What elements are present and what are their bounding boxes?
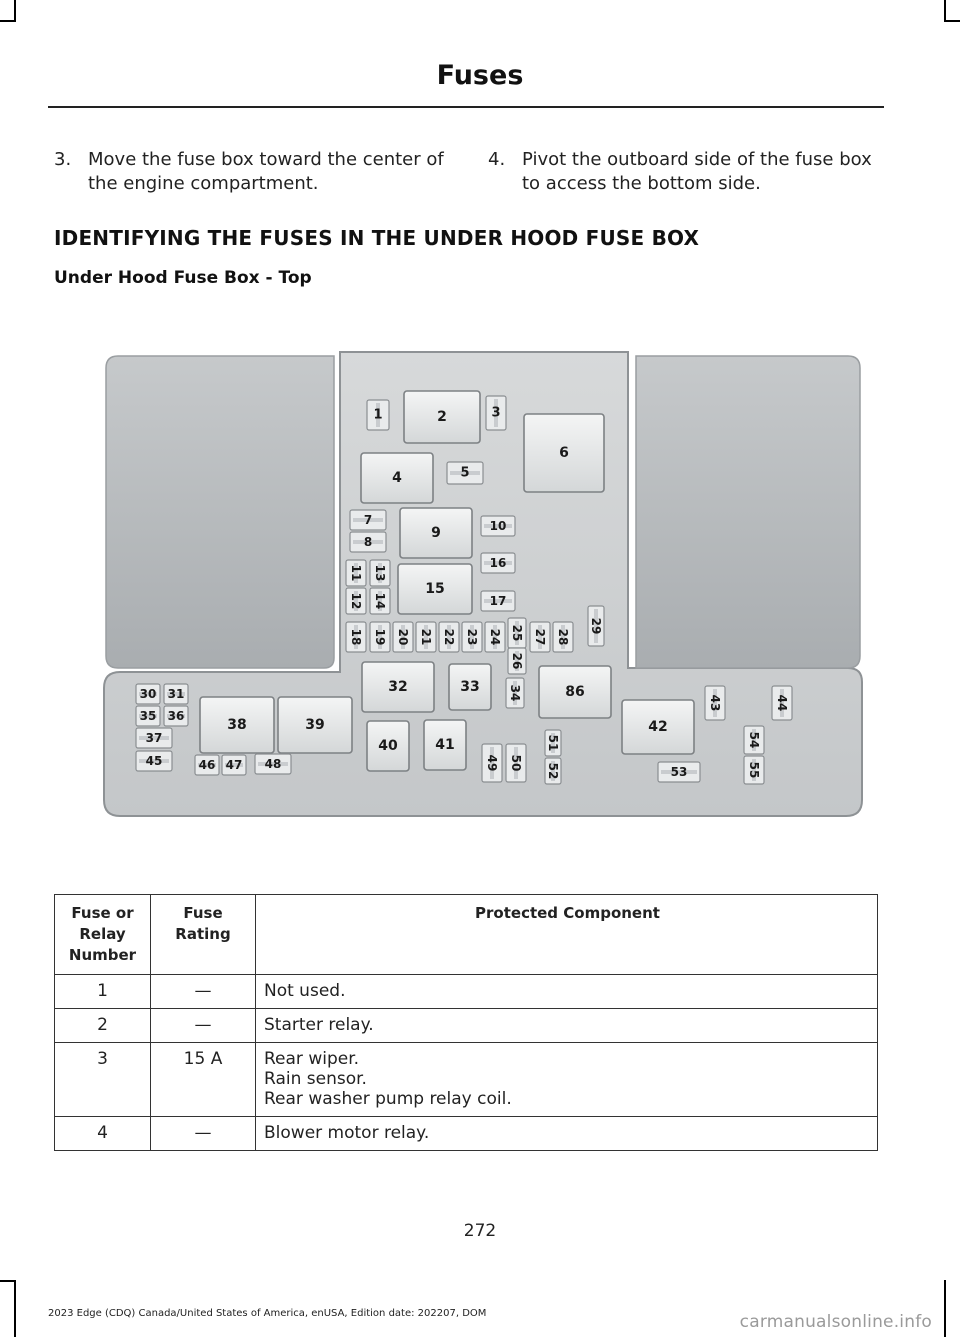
page-title: Fuses [436, 60, 524, 91]
fuse-label: 31 [167, 687, 185, 701]
fuse-44 [772, 686, 792, 720]
crop-mark [944, 0, 946, 22]
fuse-label: 28 [556, 628, 570, 646]
fuse-label: 8 [363, 535, 373, 549]
relay-42 [622, 700, 694, 754]
fuse-label: 24 [488, 628, 502, 646]
table-row [55, 1043, 878, 1117]
fuse-50 [506, 744, 526, 782]
relay-4 [361, 453, 433, 503]
step-3 [54, 148, 444, 196]
fuse-31 [164, 684, 188, 704]
fuse-25 [508, 618, 526, 648]
relay-9 [400, 508, 472, 558]
crop-mark [14, 0, 16, 22]
fuse-label: 35 [139, 709, 157, 723]
fuse-label: 10 [489, 519, 507, 533]
fuse-47 [222, 755, 246, 775]
fuse-label: 49 [485, 754, 499, 772]
fuse-10 [481, 516, 515, 536]
fuse-label: 32 [388, 679, 408, 695]
page-number: 272 [463, 1221, 497, 1241]
fuse-label: 4 [392, 470, 402, 486]
fuse-box-diagram [100, 350, 864, 818]
relay-32 [362, 662, 434, 712]
fuse-3 [486, 396, 506, 430]
step-4 [488, 148, 882, 196]
header-protected-component: Protected Component [256, 895, 878, 975]
fuse-label: 29 [589, 617, 603, 635]
table-row [55, 1117, 878, 1151]
fuse-27 [530, 622, 550, 652]
right-wing [636, 356, 860, 668]
fuse-11 [346, 560, 366, 586]
fuse-label: 52 [546, 762, 560, 780]
fuse-35 [136, 706, 160, 726]
fuse-label: 33 [460, 679, 480, 695]
fuse-label: 40 [378, 738, 398, 754]
cell-fuse-rating: 15 A [151, 1043, 256, 1117]
fuse-49 [482, 744, 502, 782]
fuse-21 [416, 622, 436, 652]
fuse-label: 18 [349, 628, 363, 646]
fuse-label: 1 [373, 407, 383, 423]
fuse-45 [136, 751, 172, 771]
fuse-20 [393, 622, 413, 652]
fuse-label: 22 [442, 628, 456, 646]
fuse-7 [350, 510, 386, 530]
relay-41 [424, 720, 466, 770]
fuse-28 [553, 622, 573, 652]
section-heading: IDENTIFYING THE FUSES IN THE UNDER HOOD FUSE BOX [54, 226, 700, 250]
fuse-label: 11 [349, 564, 363, 582]
crop-mark [0, 1280, 16, 1282]
fuse-24 [485, 622, 505, 652]
step-number: 3. [54, 149, 72, 170]
header-rule [48, 106, 884, 108]
fuse-label: 17 [489, 594, 507, 608]
fuse-48 [255, 754, 291, 774]
cell-fuse-number: 2 [55, 1009, 151, 1043]
fuse-37 [136, 728, 172, 748]
cell-protected-component: Rear wiper. Rain sensor. Rear washer pump relay coil. [256, 1043, 878, 1117]
header-fuse-number: Fuse or Relay Number [55, 895, 151, 975]
fuse-label: 43 [708, 694, 722, 712]
fuse-18 [346, 622, 366, 652]
cell-fuse-rating: — [151, 975, 256, 1009]
relay-33 [449, 664, 491, 710]
cell-protected-component: Not used. [256, 975, 878, 1009]
fuse-label: 25 [510, 624, 524, 642]
fuse-label: 53 [670, 765, 688, 779]
fuse-label: 30 [139, 687, 157, 701]
relay-40 [367, 721, 409, 771]
table-row [55, 975, 878, 1009]
fuse-53 [658, 762, 700, 782]
fuse-12 [346, 588, 366, 614]
fuse-16 [481, 553, 515, 573]
fuse-29 [588, 606, 604, 646]
fuse-label: 26 [510, 652, 524, 670]
fuse-table [54, 894, 878, 1151]
fuse-17 [481, 591, 515, 611]
left-wing [106, 356, 334, 668]
relay-15 [398, 564, 472, 614]
fuse-label: 14 [373, 592, 387, 610]
footer-edition: 2023 Edge (CDQ) Canada/United States of America, enUSA, Edition date: 202207, DOM [48, 1308, 487, 1319]
cell-protected-component: Blower motor relay. [256, 1117, 878, 1151]
fuse-label: 39 [305, 717, 325, 733]
fuse-label: 12 [349, 592, 363, 610]
fuse-52 [545, 758, 561, 784]
crop-mark [944, 1280, 946, 1337]
fuse-label: 41 [435, 737, 455, 753]
fuse-label: 23 [465, 628, 479, 646]
cell-fuse-number: 1 [55, 975, 151, 1009]
fuse-label: 42 [648, 719, 668, 735]
fuse-label: 86 [565, 684, 585, 700]
fuse-30 [136, 684, 160, 704]
fuse-label: 54 [747, 731, 761, 749]
fuse-23 [462, 622, 482, 652]
fuse-13 [370, 560, 390, 586]
table-row [55, 1009, 878, 1043]
fuse-14 [370, 588, 390, 614]
fuse-label: 48 [264, 757, 282, 771]
fuse-label: 19 [373, 628, 387, 646]
fuse-54 [744, 726, 764, 754]
fuse-label: 3 [491, 405, 501, 421]
fuse-label: 5 [460, 465, 470, 481]
fuse-label: 6 [559, 445, 569, 461]
fuse-label: 45 [145, 754, 163, 768]
fuse-26 [508, 648, 526, 674]
fuse-label: 36 [167, 709, 185, 723]
fuse-36 [164, 706, 188, 726]
step-text: Move the fuse box toward the center of the engine compartment. [88, 149, 444, 194]
fuse-label: 44 [775, 694, 789, 712]
fuse-label: 50 [509, 754, 523, 772]
crop-mark [0, 20, 16, 22]
fuse-label: 55 [747, 761, 761, 779]
fuse-box-svg [100, 350, 864, 818]
header-fuse-rating: Fuse Rating [151, 895, 256, 975]
fuse-46 [195, 755, 219, 775]
cell-fuse-number: 4 [55, 1117, 151, 1151]
fuse-label: 38 [227, 717, 247, 733]
crop-mark [14, 1280, 16, 1337]
fuse-55 [744, 756, 764, 784]
cell-protected-component: Starter relay. [256, 1009, 878, 1043]
fuse-label: 15 [425, 581, 445, 597]
fuse-34 [506, 678, 524, 708]
fuse-label: 21 [419, 628, 433, 646]
relay-6 [524, 414, 604, 492]
fuse-22 [439, 622, 459, 652]
fuse-label: 20 [396, 628, 410, 646]
fuse-label: 7 [363, 513, 373, 527]
relay-38 [200, 697, 274, 753]
fuse-label: 16 [489, 556, 507, 570]
table-header-row [55, 895, 878, 975]
cell-fuse-rating: — [151, 1009, 256, 1043]
watermark: carmanualsonline.info [739, 1312, 932, 1332]
fuse-label: 47 [225, 758, 243, 772]
fuse-label: 13 [373, 564, 387, 582]
fuse-label: 51 [546, 734, 560, 752]
fuse-label: 46 [198, 758, 216, 772]
fuse-label: 2 [437, 409, 447, 425]
crop-mark [944, 20, 960, 22]
cell-fuse-number: 3 [55, 1043, 151, 1117]
fuse-label: 9 [431, 525, 441, 541]
sub-heading: Under Hood Fuse Box - Top [54, 268, 312, 288]
fuse-label: 27 [533, 628, 547, 646]
relay-2 [404, 391, 480, 443]
fuse-5 [447, 462, 483, 484]
relay-86 [539, 666, 611, 718]
fuse-8 [350, 532, 386, 552]
cell-fuse-rating: — [151, 1117, 256, 1151]
relay-39 [278, 697, 352, 753]
fuse-1 [367, 400, 389, 430]
step-text: Pivot the outboard side of the fuse box to access the bottom side. [522, 149, 872, 194]
fuse-19 [370, 622, 390, 652]
fuse-51 [545, 730, 561, 756]
fuse-label: 34 [508, 684, 522, 702]
fuse-43 [705, 686, 725, 720]
step-number: 4. [488, 149, 506, 170]
fuse-label: 37 [145, 731, 163, 745]
